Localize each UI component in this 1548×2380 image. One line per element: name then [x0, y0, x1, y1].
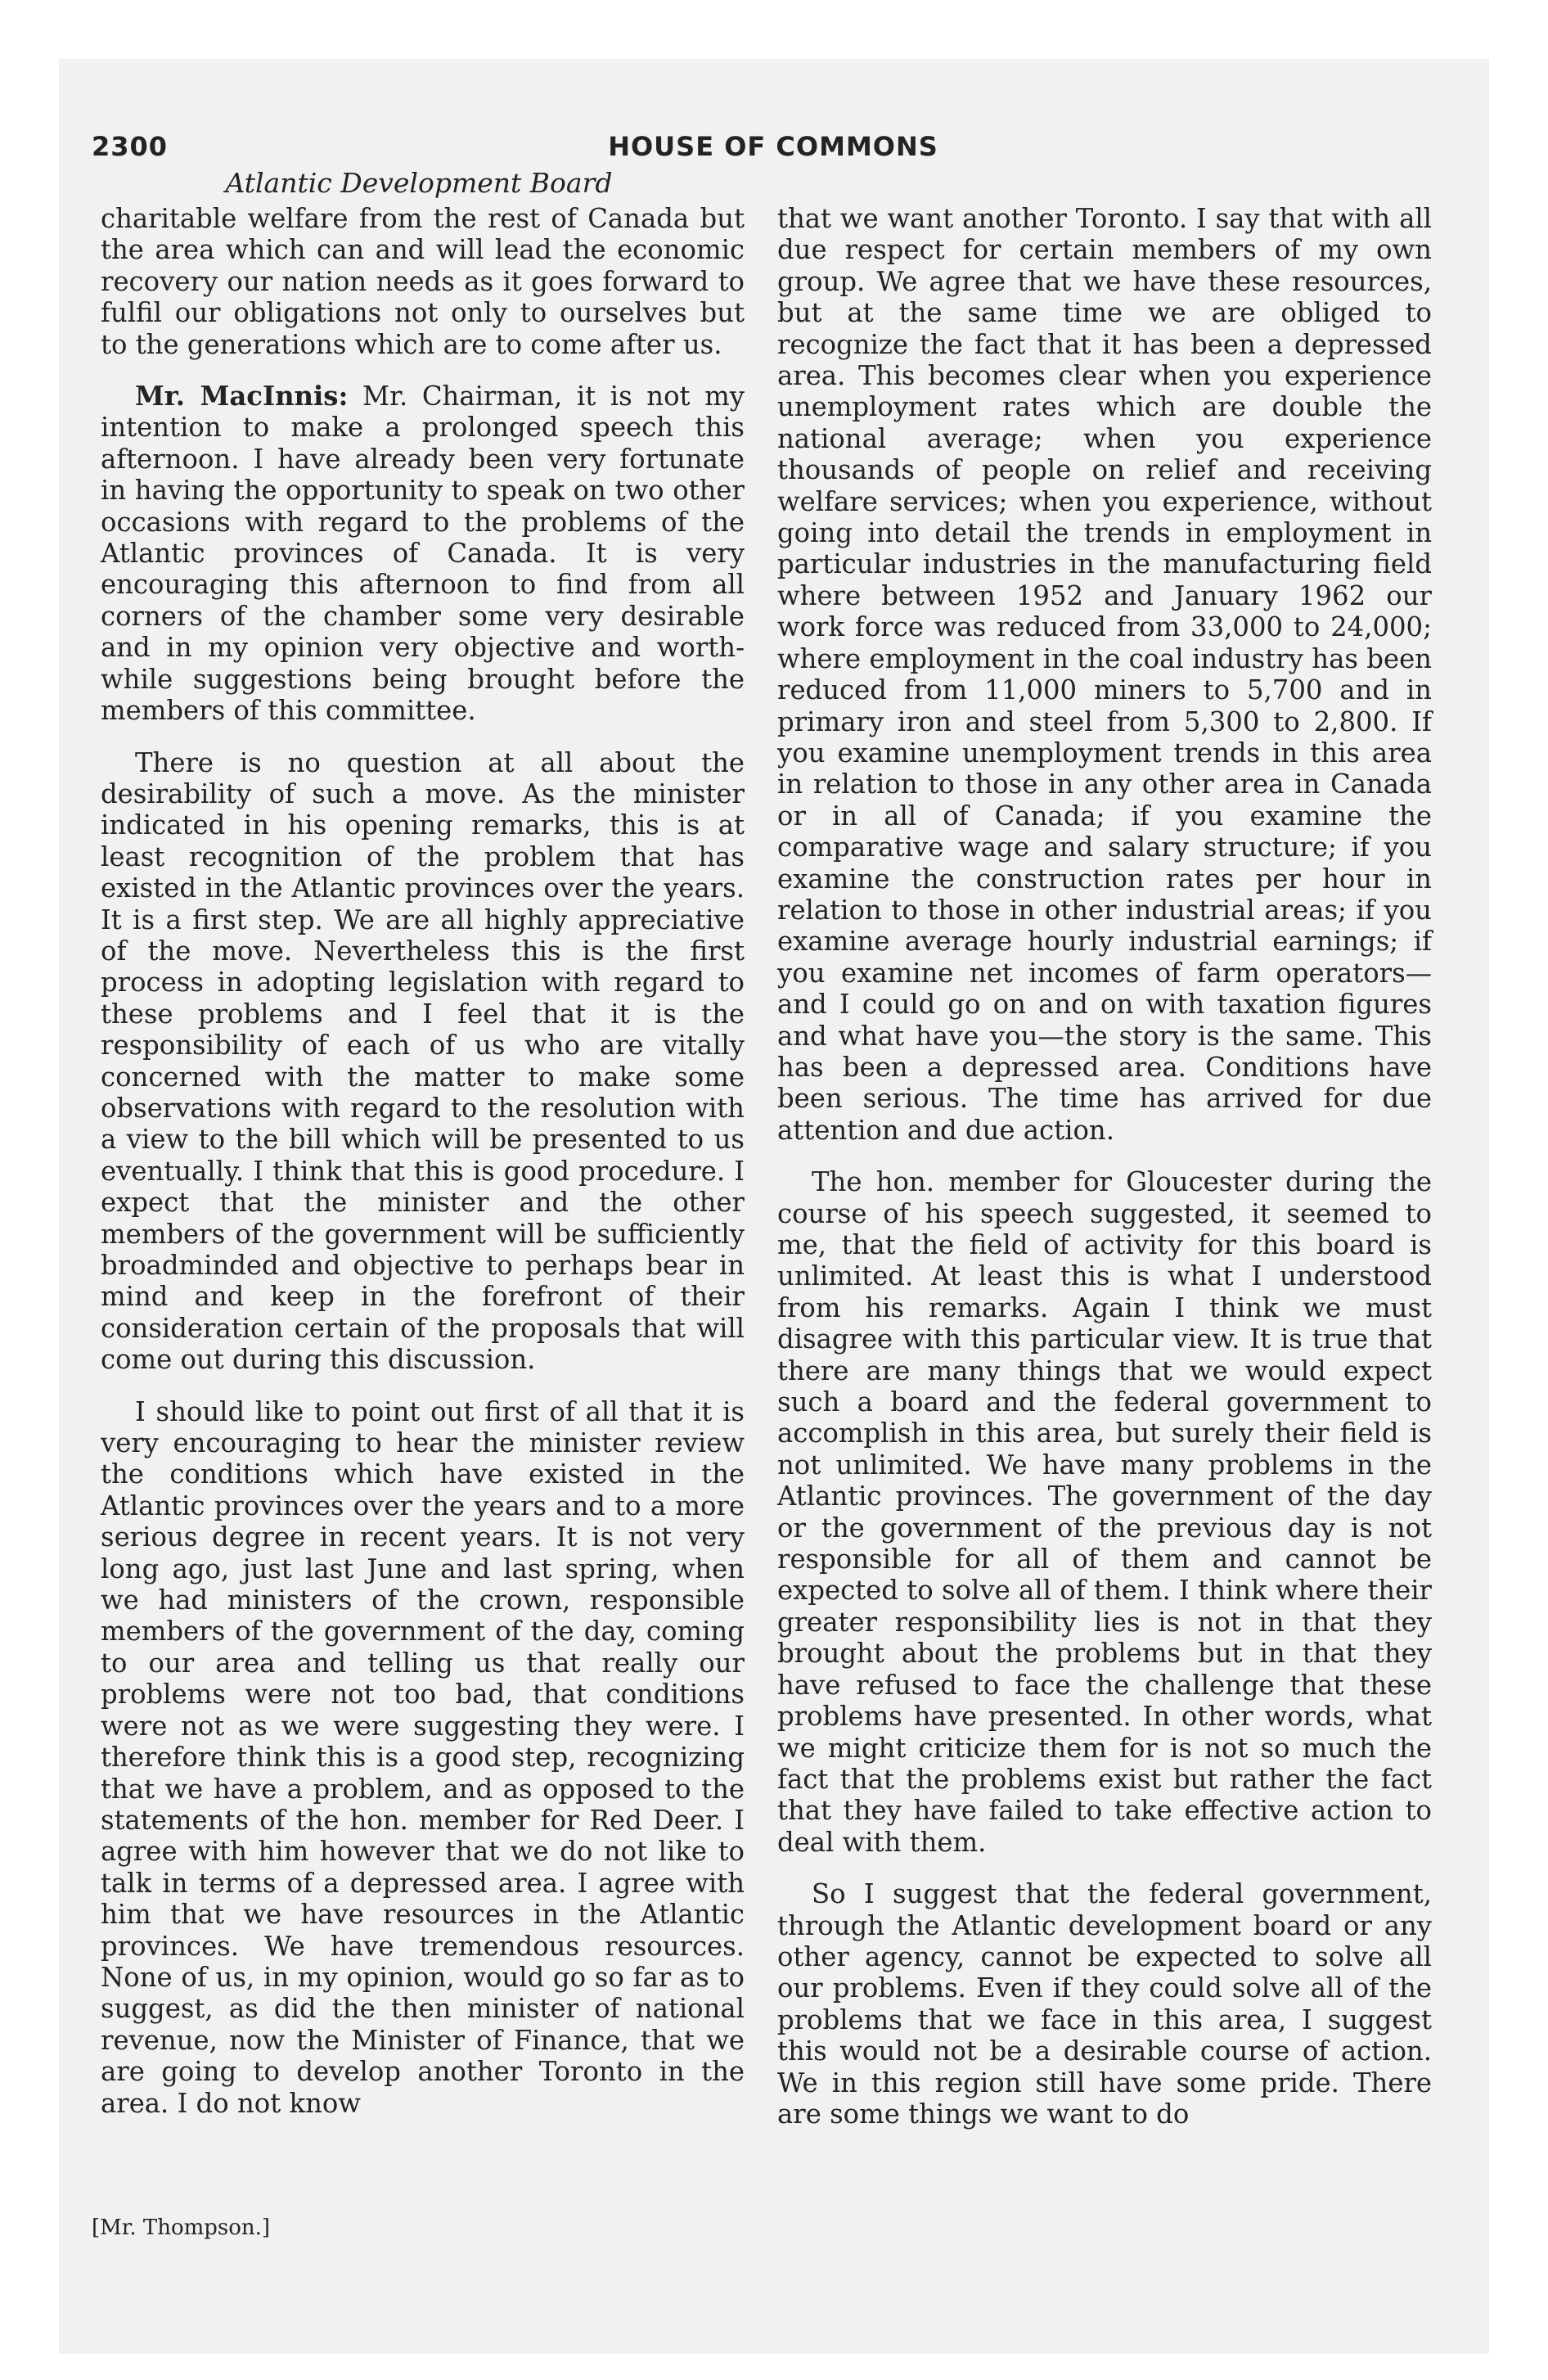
running-head: HOUSE OF COMMONS [608, 131, 938, 162]
right-column [777, 203, 1432, 2229]
speech-text: Mr. Chairman, it is not my intention to make a prolonged speech this afternoon. I have already been very fortunate in having the opportunity to speak on two other occasions with regard to the problems of the Atlantic provinces of Canada. It is very encouraging this afternoon to find from all corners of the chamber some very desirable and in my opinion very objective and worth-while suggestions being brought before the members of this committee. [101, 381, 745, 727]
paragraph [101, 381, 745, 726]
paragraph: I should like to point out first of all that it is very encouraging to hear the minister review the conditions which have existed in the Atlantic provinces over the years and to a more serious degree in recent years. It is not very long ago, just last June and last spring, when we had ministers of the crown, responsible members of the government of the day, coming to our area and telling us that really our problems were not too bad, that conditions were not as we were suggesting they were. I therefore think this is a good step, recognizing that we have a problem, and as opposed to the statements of the hon. member for Red Deer. I agree with him however that we do not like to talk in terms of a depressed area. I agree with him that we have resources in the Atlantic provinces. We have tremendous resources. None of us, in my opinion, would go so far as to suggest, as did the then minister of national revenue, now the Minister of Finance, that we are going to develop another Toronto in the area. I do not know [101, 1395, 745, 2119]
paragraph: There is no question at all about the desirability of such a move. As the minister indicated in his opening remarks, this is at least recognition of the problem that has existed in the Atlantic provinces over the years. It is a first step. We are all highly appreciative of the move. Nevertheless this is the first process in adopting legislation with regard to these problems and I feel that it is the responsibility of each of us who are vitally concerned with the matter to make some observations with regard to the resolution with a view to the bill which will be presented to us eventually. I think that this is good procedure. I expect that the minister and the other members of the government will be sufficiently broadminded and objective to perhaps bear in mind and keep in the forefront of their consideration certain of the proposals that will come out during this discussion. [101, 746, 745, 1376]
paragraph: charitable welfare from the rest of Canada but the area which can and will lead the economic recovery our nation needs as it goes forward to fulfil our obligations not only to ourselves but to the generations which are to come after us. [101, 203, 745, 360]
footer-attribution: [Mr. Thompson.] [92, 2215, 271, 2240]
speaker-name: Mr. MacInnis: [135, 381, 349, 412]
paragraph: So I suggest that the federal government, through the Atlantic development board or any other agency, cannot be expected to solve all our problems. Even if they could solve all of the problems that we face in this area, I suggest this would not be a desirable course of action. We in this region still have some pride. There are some things we want to do [777, 1878, 1432, 2130]
section-heading: Atlantic Development Board [225, 167, 613, 199]
paragraph: The hon. member for Gloucester during the course of his speech suggested, it seemed to me, that the field of activity for this board is unlimited. At least this is what I understood from his remarks. Again I think we must disagree with this particular view. It is true that there are many things that we would expect such a board and the federal government to accomplish in this area, but surely their field is not unlimited. We have many problems in the Atlantic provinces. The government of the day or the government of the previous day is not responsible for all of them and cannot be expected to solve all of them. I think where their greater responsibility lies is not in that they brought about the problems but in that they have refused to face the challenge that these problems have presented. In other words, what we might criticize them for is not so much the fact that the problems exist but rather the fact that they have failed to take effective action to deal with them. [777, 1166, 1432, 1858]
page-number: 2300 [92, 131, 169, 162]
paragraph: that we want another Toronto. I say that with all due respect for certain members of my own group. We agree that we have these resources, but at the same time we are obliged to recognize the fact that it has been a depressed area. This becomes clear when you experience unemployment rates which are double the national average; when you experience thousands of people on relief and receiving welfare services; when you experience, without going into detail the trends in employment in particular industries in the manufacturing field where between 1952 and January 1962 our work force was reduced from 33,000 to 24,000; where employment in the coal industry has been reduced from 11,000 miners to 5,700 and in primary iron and steel from 5,300 to 2,800. If you examine unemployment trends in this area in relation to those in any other area in Canada or in all of Canada; if you examine the comparative wage and salary structure; if you examine the construction rates per hour in relation to those in other industrial areas; if you examine average hourly industrial earnings; if you examine net incomes of farm operators—and I could go on and on with taxation figures and what have you—the story is the same. This has been a depressed area. Conditions have been serious. The time has arrived for due attention and due action. [777, 203, 1432, 1146]
left-column [101, 203, 745, 2229]
